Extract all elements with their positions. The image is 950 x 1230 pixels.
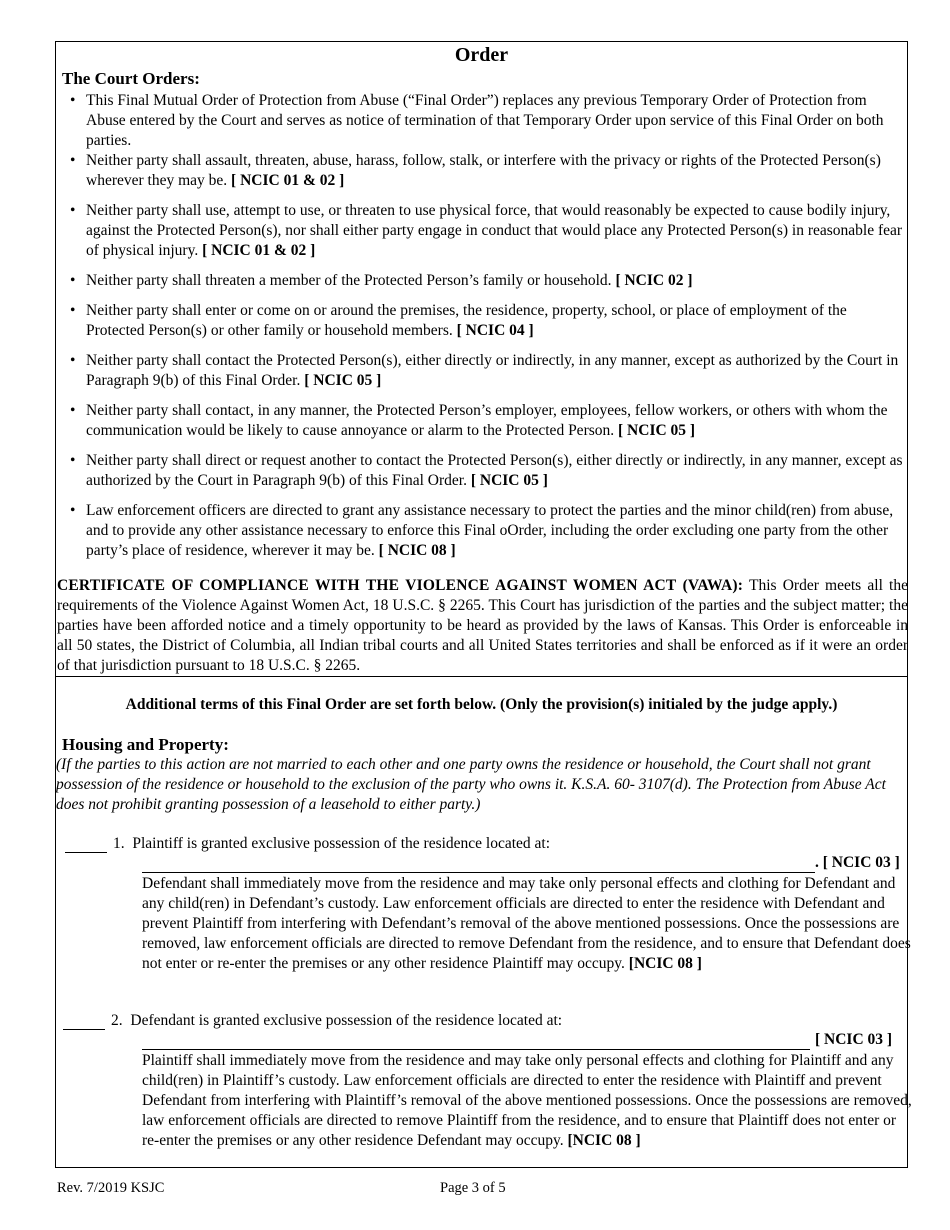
housing-heading: Housing and Property: (62, 735, 229, 754)
vawa-heading: CERTIFICATE OF COMPLIANCE WITH THE VIOLENCE AGAINST WOMEN ACT (VAWA): (57, 577, 744, 594)
order-bullet-text: Neither party shall threaten a member of the Protected Person’s family or household. (86, 272, 616, 289)
ncic-code: [NCIC 08 ] (628, 955, 702, 972)
order-bullet-text: Neither party shall assault, threaten, abuse, harass, follow, stalk, or interfere with the privacy or rights of the Protected Person(s) wherever they may be. (86, 152, 881, 189)
order-form-box (55, 41, 912, 1168)
address-line[interactable] (142, 1031, 810, 1050)
order-bullet-text: Law enforcement officers are directed to grant any assistance necessary to protect the parties and the minor child(ren) from abuse, and to provide any other assistance necessary to enforce this Final oOrder, including the order excluding one party from the other party’s place of residence, wherever it may be. (86, 502, 894, 559)
order-bullet-text: This Final Mutual Order of Protection from Abuse (“Final Order”) replaces any previous Temporary Order of Protection from Abuse entered by the Court and serves as notice of termination of that Temporary Order upon service of this Final Order on both parties. (86, 92, 884, 149)
ncic-code: [ NCIC 04 ] (456, 322, 534, 339)
court-orders-list (70, 91, 906, 571)
item-body-text: Plaintiff shall immediately move from the residence and may take only personal effects and clothing for Plaintiff and any child(ren) in Plaintiff’s custody. Law enforcement officials are directed to enter the residence with Plaintiff and prevent Defendant from interfering with Plaintiff’s removal of the above mentioned possessions. Once the possessions are removed, law enforcement officials are directed to remove Plaintiff from the residence, and to ensure that Plaintiff does not enter or re-enter the premises or any other residence Defendant may occupy. (142, 1052, 912, 1149)
order-bullet-4 (70, 271, 906, 291)
page-title: Order (454, 44, 509, 66)
ncic-code: [ NCIC 03 ] (815, 1031, 893, 1048)
ncic-code: [NCIC 08 ] (567, 1132, 641, 1149)
order-bullet-3 (70, 201, 906, 261)
item-lead: Defendant is granted exclusive possession of the residence located at: (130, 1012, 563, 1029)
order-bullet-1 (70, 91, 906, 149)
order-bullet-text: Neither party shall direct or request another to contact the Protected Person(s), either directly or indirectly, in any manner, except as authorized by the Court in Paragraph 9(b) of this Final Order. (86, 452, 903, 489)
vawa-certificate (56, 576, 909, 676)
item-number: 1. (113, 835, 125, 852)
initial-blank[interactable] (65, 838, 107, 853)
order-bullet-7 (70, 401, 906, 441)
order-bullet-9 (70, 501, 906, 561)
housing-item-2-lead-line (63, 1012, 562, 1030)
order-bullet-2 (70, 151, 906, 191)
housing-item-1-body (142, 874, 917, 974)
order-bullet-5 (70, 301, 906, 341)
housing-item-1-lead-line (65, 835, 550, 853)
vawa-body: This Order meets all the requirements of the Violence Against Women Act, 18 U.S.C. § 2265. This Court has jurisdiction of the parties and the subject matter; the parties have been afforded notice and a timely opportunity to be heard as provided by the laws of Kansas. This Order is enforceable in all 50 states, the District of Columbia, all Indian tribal courts and all United States territories and shall be enforced as if it were an order of that jurisdiction pursuant to 18 U.S.C. § 2265. (57, 577, 908, 674)
order-bullet-8 (70, 451, 906, 491)
ncic-code: [ NCIC 01 & 02 ] (202, 242, 316, 259)
order-bullet-text: Neither party shall contact the Protected Person(s), either directly or indirectly, in any manner, except as authorized by the Court in Paragraph 9(b) of this Final Order. (86, 352, 899, 389)
order-bullet-text: Neither party shall enter or come on or around the premises, the residence, property, school, or place of employment of the Protected Person(s) or other family or household members. (86, 302, 847, 339)
item-number: 2. (111, 1012, 123, 1029)
court-orders-heading: The Court Orders: (62, 69, 200, 88)
order-bullet-6 (70, 351, 906, 391)
order-bullet-text: Neither party shall contact, in any manner, the Protected Person’s employer, employees, fellow workers, or others with whom the communication would be likely to cause annoyance or alarm to the Protected Person. (86, 402, 888, 439)
item-body-text: Defendant shall immediately move from the residence and may take only personal effects and clothing for Defendant and any child(ren) in Defendant’s custody. Law enforcement officials are directed to enter the residence with Defendant and prevent Plaintiff from interfering with Defendant’s removal of the above mentioned possessions. Once the possessions are removed, law enforcement officials are directed to remove Defendant from the residence, and to ensure that Defendant does not enter or re-enter the premises or any other residence Plaintiff may occupy. (142, 875, 911, 972)
order-bullet-text: Neither party shall use, attempt to use, or threaten to use physical force, that would reasonably be expected to cause bodily injury, against the Protected Person(s), nor shall either party engage in conduct that would place any Protected Person(s) in reasonable fear of physical injury. (86, 202, 903, 259)
housing-item-2-body (142, 1051, 917, 1151)
item-lead: Plaintiff is granted exclusive possession of the residence located at: (132, 835, 551, 852)
additional-terms-note: Additional terms of this Final Order are set forth below. (Only the provision(s) initialed by the judge apply.) (125, 696, 838, 713)
ncic-code: [ NCIC 05 ] (470, 472, 548, 489)
ncic-code: [ NCIC 02 ] (615, 272, 693, 289)
housing-note: (If the parties to this action are not married to each other and one party owns the residence or household, the Court shall not grant possession of the residence or household to the exclusion of the party who owns it. K.S.A. 60- 3107(d). The Protection from Abuse Act does not prohibit granting possession of a leasehold to either party.) (56, 756, 886, 813)
ncic-code: [ NCIC 01 & 02 ] (231, 172, 345, 189)
ncic-code: [ NCIC 08 ] (378, 542, 456, 559)
initial-blank[interactable] (63, 1015, 105, 1030)
ncic-code: [ NCIC 05 ] (304, 372, 382, 389)
address-line[interactable] (142, 854, 815, 873)
housing-item-2 (63, 1012, 912, 1167)
housing-item-1 (65, 835, 911, 995)
ncic-code: . [ NCIC 03 ] (815, 854, 900, 871)
footer-revision: Rev. 7/2019 KSJC (57, 1180, 165, 1196)
footer-page-number: Page 3 of 5 (440, 1180, 506, 1196)
ncic-code: [ NCIC 05 ] (618, 422, 696, 439)
section-divider (56, 676, 907, 677)
